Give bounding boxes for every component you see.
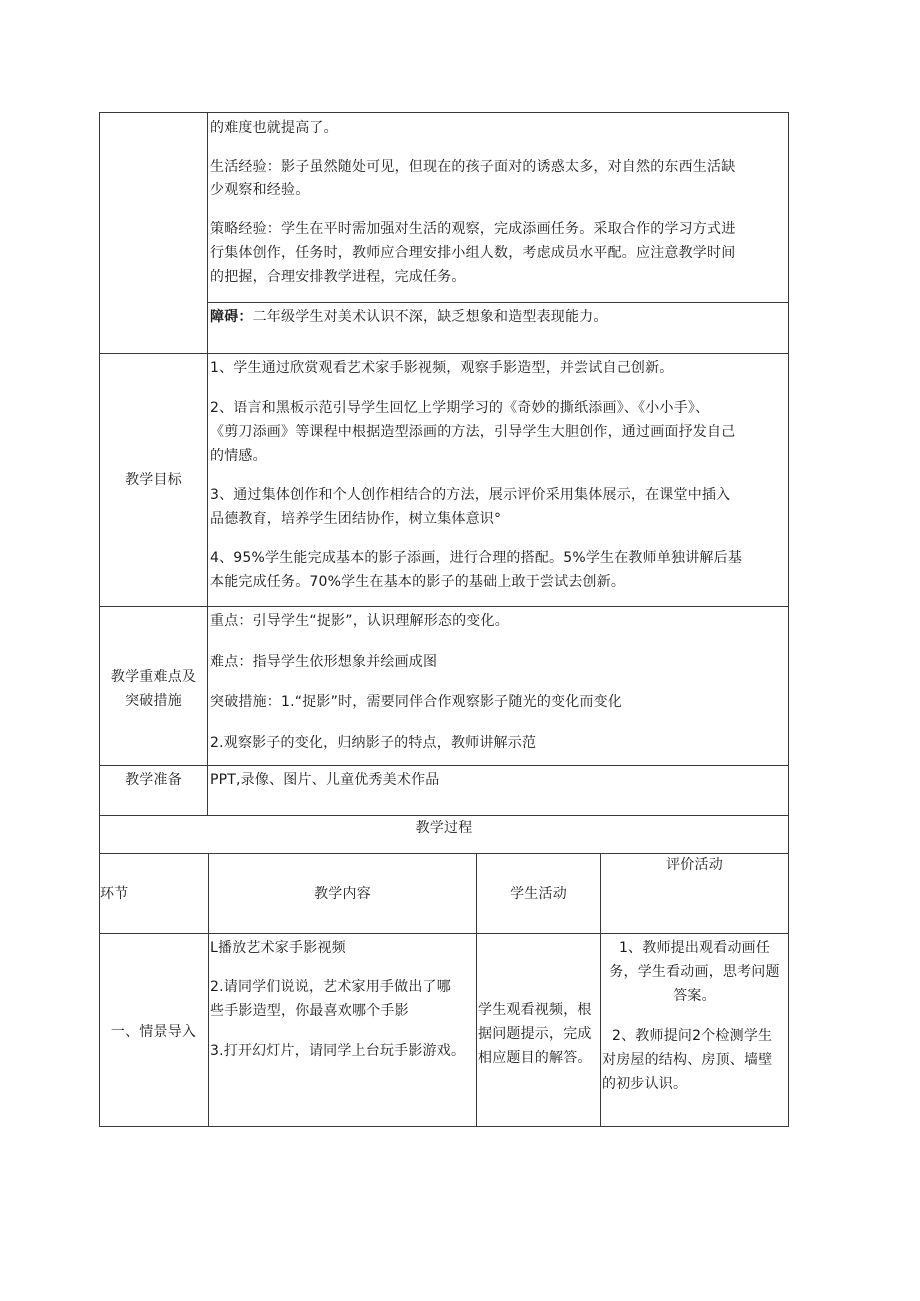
goals-top-divider — [99, 353, 789, 354]
content-line: 3.打开幻灯片，请同学上台玩手影游戏。 — [210, 1043, 466, 1059]
goal-item: 2、语言和黑板示范引导学生回忆上学期学习的《奇妙的撕纸添画》、《小小手》、 — [210, 400, 710, 416]
goal-item: 《剪刀添画》等课程中根据造型添画的方法，引导学生大胆创作，通过画面抒发自己 — [210, 424, 736, 440]
preparation-value: PPT,录像、图片、儿童优秀美术作品 — [210, 772, 440, 788]
life-experience-line: 少观察和经验。 — [210, 182, 310, 198]
goal-item: 品德教育，培养学生团结协作，树立集体意识° — [210, 511, 502, 527]
table-left-border — [99, 112, 100, 1127]
table-top-border — [99, 112, 789, 113]
obstacle-label: 障碍： — [210, 309, 253, 325]
preparation-label: 教学准备 — [125, 772, 182, 788]
measure-line: 2.观察影子的变化，归纳影子的特点，教师讲解示范 — [210, 735, 537, 751]
evaluation-line: 1、教师提出观看动画任 — [618, 940, 771, 956]
student-line: 相应题目的解答。 — [478, 1050, 592, 1066]
strategy-line: 行集体创作，任务时，教师应合理安排小组人数，考虑成员水平配。应注意教学时间 — [210, 245, 736, 261]
student-line: 据问题提示，完成 — [478, 1026, 592, 1042]
preparation-top-divider — [99, 765, 789, 766]
goal-item: 的情感。 — [210, 448, 267, 464]
strategy-line: 的把握，合理安排教学进程，完成任务。 — [210, 269, 466, 285]
life-experience-line: 生活经验：影子虽然随处可见，但现在的孩子面对的诱惑太多，对自然的东西生活缺 — [210, 159, 736, 175]
student-line: 学生观看视频，根 — [478, 1002, 592, 1018]
evaluation-line: 务，学生看动画，思考问题 — [609, 964, 780, 980]
obstacle-line — [210, 305, 608, 329]
label-column-divider — [207, 112, 208, 815]
content-line: L播放艺术家手影视频 — [210, 940, 346, 956]
content-line: 2.请同学们说说，艺术家用手做出了哪 — [210, 979, 451, 995]
header-evaluation: 评价活动 — [666, 857, 723, 873]
stage-cell: 一、情景导入 — [110, 1024, 197, 1040]
evaluation-line: 2、教师提问2个检测学生 — [612, 1028, 773, 1044]
table-right-border — [788, 112, 789, 1127]
header-student: 学生活动 — [510, 886, 567, 902]
evaluation-line: 答案。 — [673, 988, 716, 1004]
goal-item: 本能完成任务。70%学生在基本的影子的基础上敢于尝试去创新。 — [210, 574, 626, 590]
obstacle-text: 二年级学生对美术认识不深，缺乏想象和造型表现能力。 — [252, 309, 608, 325]
measure-line: 突破措施：1.“捉影”时，需要同伴合作观察影子随光的变化而变化 — [210, 694, 623, 710]
situation-line: 的难度也就提高了。 — [210, 120, 338, 136]
header-content: 教学内容 — [314, 886, 371, 902]
table-bottom-border — [99, 1126, 789, 1127]
content-line: 些手影造型，你最喜欢哪个手影 — [210, 1003, 409, 1019]
goal-item: 3、通过集体创作和个人创作相结合的方法，展示评价采用集体展示，在课堂中插入 — [210, 487, 731, 503]
process-title: 教学过程 — [415, 820, 473, 836]
obstacle-divider — [207, 302, 789, 303]
goal-item: 4、95%学生能完成基本的影子添画，进行合理的搭配。5%学生在教师单独讲解后基 — [210, 550, 743, 566]
header-stage: 环节 — [100, 886, 129, 902]
evaluation-line: 的初步认识。 — [602, 1076, 688, 1092]
keypoints-label: 教学重难点及 — [110, 669, 197, 685]
keypoints-label: 突破措施 — [125, 693, 182, 709]
difficulty-line: 难点：指导学生依形想象并绘画成图 — [210, 654, 438, 670]
goal-item: 1、学生通过欣赏观看艺术家手影视频，观察手影造型，并尝试自己创新。 — [210, 360, 674, 376]
goals-label: 教学目标 — [125, 472, 182, 488]
keypoints-top-divider — [99, 606, 789, 607]
focus-line: 重点：引导学生“捉影”，认识理解形态的变化。 — [210, 613, 509, 629]
evaluation-line: 对房屋的结构、房顶、墙壁 — [602, 1052, 773, 1068]
process-row-top-divider — [99, 933, 789, 934]
strategy-line: 策略经验：学生在平时需加强对生活的观察，完成添画任务。采取合作的学习方式进 — [210, 221, 736, 237]
